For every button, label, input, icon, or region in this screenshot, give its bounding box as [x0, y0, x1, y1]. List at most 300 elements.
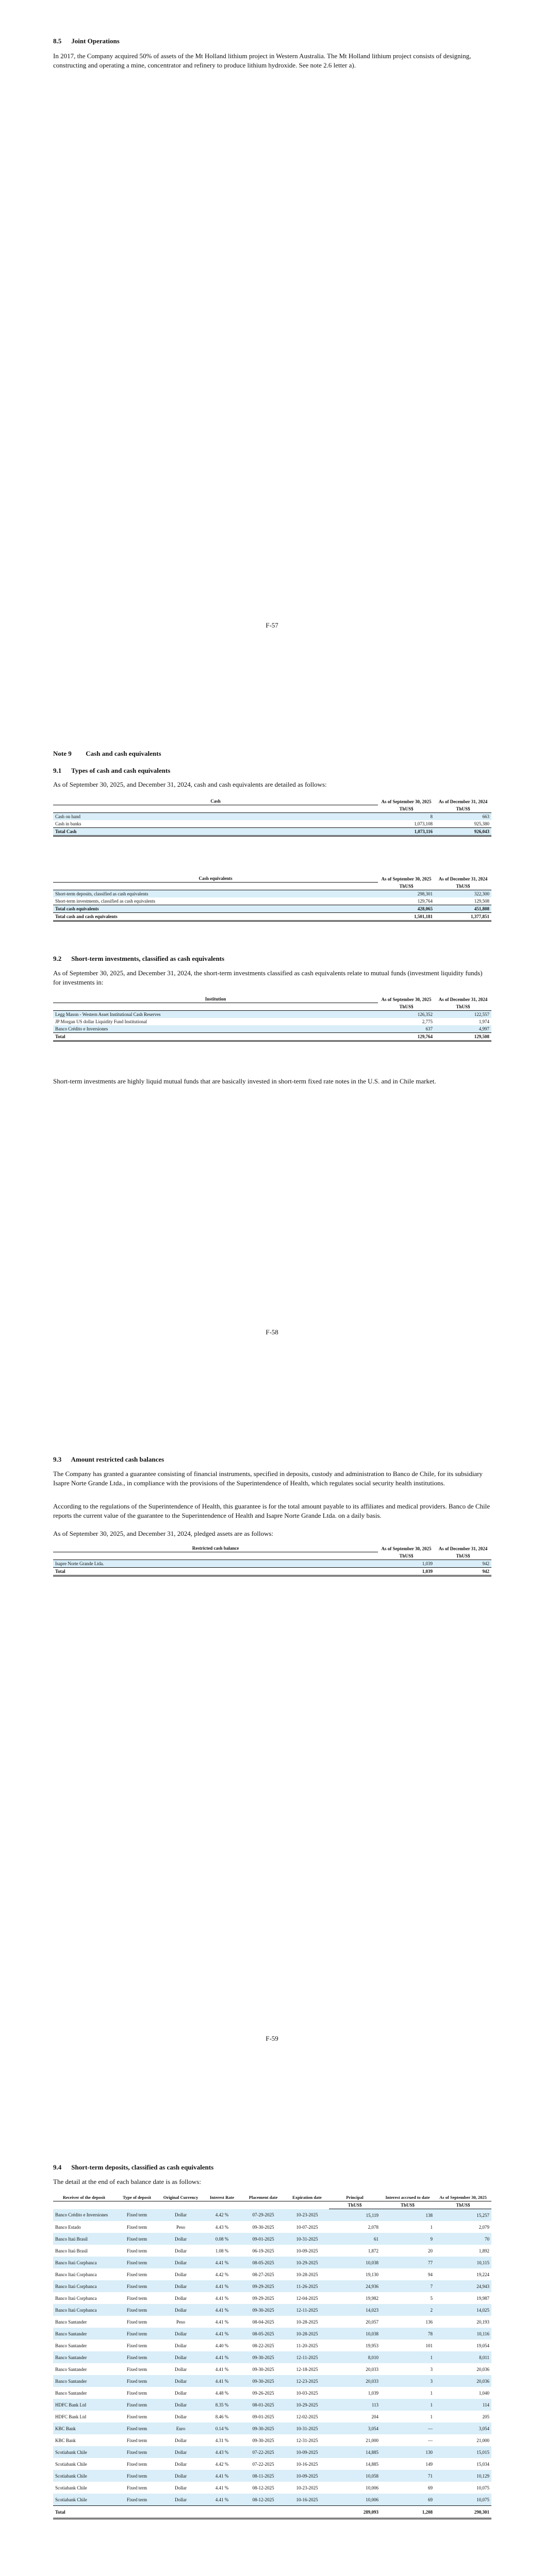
total-row	[53, 1032, 491, 1041]
cell: 0.14 %	[203, 2422, 241, 2434]
cell	[241, 2201, 285, 2209]
cell: 1	[430, 2414, 433, 2419]
cell: 1,073,108	[414, 821, 433, 826]
cell: 4.41 %	[215, 2295, 229, 2301]
cell: 10-29-2025	[285, 2257, 329, 2268]
row-label: Banco Estado	[55, 2224, 81, 2230]
cell: 290,301	[435, 2506, 491, 2519]
cell: 20,193	[476, 2319, 489, 2325]
cell: 1,377,851	[435, 912, 491, 921]
cell: 10-03-2025	[296, 2390, 318, 2396]
paragraph: The detail at the end of each balance date is as follows:	[53, 2178, 201, 2185]
cell: 10-16-2025	[296, 2461, 318, 2467]
cell: 4.41 %	[203, 2375, 241, 2387]
cell: Fixed term	[126, 2437, 147, 2443]
cell: 1,892	[479, 2248, 489, 2253]
cell: Dollar	[175, 2272, 187, 2277]
cell: 12-11-2025	[285, 2351, 329, 2363]
cell: Fixed term	[115, 2257, 159, 2268]
row-label: Banco Santander	[53, 2351, 115, 2363]
table-row	[53, 2304, 491, 2316]
row-label: Short-term deposits, classified as cash equivalents	[53, 890, 378, 897]
cell: 07-22-2025	[252, 2461, 274, 2467]
short-term-investments-table	[53, 995, 491, 1042]
cell: 09-30-2025	[252, 2437, 274, 2443]
cell: 8	[378, 812, 435, 820]
cell: 10,058	[329, 2470, 381, 2482]
cell: 1,501,181	[378, 912, 435, 921]
cell: 4.40 %	[215, 2343, 229, 2348]
row-label: Total cash equivalents	[53, 905, 378, 912]
cell: 19,224	[476, 2272, 489, 2277]
cell: 08-01-2025	[241, 2399, 285, 2411]
column-header: As of December 31, 2024	[438, 996, 488, 1002]
table-row	[53, 2257, 491, 2268]
cell: 20,033	[366, 2366, 378, 2372]
cell: 11-26-2025	[285, 2280, 329, 2292]
currency-label: ThUS$	[378, 883, 435, 890]
cell: 21,000	[476, 2437, 489, 2443]
section-title: Types of cash and cash equivalents	[71, 767, 171, 774]
cell: 09-01-2025	[241, 2233, 285, 2245]
table-row	[53, 2351, 491, 2363]
cell: 12-23-2025	[285, 2375, 329, 2387]
cell: Fixed term	[126, 2224, 147, 2230]
cell: 129,508	[435, 1032, 491, 1041]
cell: 4.41 %	[203, 2494, 241, 2506]
cell: 2,079	[479, 2224, 489, 2230]
cell: 10,129	[435, 2470, 491, 2482]
cell: 12-11-2025	[285, 2304, 329, 2316]
cell	[53, 2201, 115, 2209]
row-label: Banco Itaú Corpbanca	[53, 2257, 115, 2268]
cell: 10,038	[329, 2328, 381, 2340]
cell: Fixed term	[115, 2375, 159, 2387]
cell: 1,974	[479, 1019, 489, 1024]
row-label: Scotiabank Chile	[53, 2446, 115, 2458]
cell: 24,936	[329, 2280, 381, 2292]
note-heading	[53, 750, 161, 758]
row-label: Total	[53, 1567, 378, 1575]
row-label: HDFC Bank Ltd	[53, 2399, 115, 2411]
section-heading	[53, 1455, 164, 1464]
cell: 8,010	[329, 2351, 381, 2363]
row-label: Scotiabank Chile	[53, 2494, 115, 2506]
row-label: Banco Santander	[55, 2366, 87, 2372]
short-term-deposits-table	[53, 2194, 491, 2519]
cell: 9	[381, 2233, 435, 2245]
cell: Dollar	[175, 2437, 187, 2443]
cell: 3,054	[329, 2422, 381, 2434]
cell: 4.42 %	[203, 2209, 241, 2222]
cell: 19,953	[366, 2343, 378, 2348]
cell: 113	[329, 2399, 381, 2411]
cell	[285, 2506, 329, 2519]
cell: 136	[425, 2319, 433, 2325]
cell: 19,982	[366, 2295, 378, 2301]
cell: Dollar	[159, 2446, 203, 2458]
cell: 10-09-2025	[285, 2470, 329, 2482]
note-number: Note 9	[53, 750, 72, 757]
cell: 09-30-2025	[241, 2422, 285, 2434]
cell: 4.41 %	[203, 2351, 241, 2363]
paragraph: In 2017, the Company acquired 50% of assets of the Mt Holland lithium project in Western Australia. The Mt Holland lithium project consists of designing, constructing and operating a mine, concentrator and refinery to produce lithium hydroxide. See note 2.6 letter a).	[53, 52, 471, 69]
cell: 1	[430, 2224, 433, 2230]
cell: 4.41 %	[203, 2257, 241, 2268]
cell: 8.35 %	[203, 2399, 241, 2411]
cell: 3	[381, 2375, 435, 2387]
table-row	[53, 2446, 491, 2458]
table-row	[53, 890, 491, 897]
cell: 20,057	[366, 2319, 378, 2325]
cell: 09-26-2025	[252, 2390, 274, 2396]
cell: 637	[378, 1025, 435, 1033]
cell: Fixed term	[126, 2343, 147, 2348]
cell: Fixed term	[115, 2470, 159, 2482]
cell: 4.42 %	[215, 2272, 229, 2277]
paragraph: According to the regulations of the Superintendence of Health, this guarantee is for the total amount payable to its affiliates and medical providers. Banco de Chile reports the current value of the guarantee to the Superintendence of Health and Isapre Norte Grande Ltda. on a daily basis.	[53, 1502, 490, 1519]
currency-label: ThUS$	[435, 805, 491, 813]
column-header: As of December 31, 2024	[438, 799, 488, 804]
row-label: Total	[53, 2506, 115, 2519]
column-header: Principal	[329, 2194, 381, 2201]
column-header: Interest Rate	[203, 2194, 241, 2201]
cell: 3,054	[435, 2422, 491, 2434]
table-row	[53, 2422, 491, 2434]
currency-label: ThUS$	[378, 1003, 435, 1011]
cell: 20	[428, 2248, 433, 2253]
row-label: KBC Bank	[53, 2422, 115, 2434]
cell: 1,039	[368, 2390, 378, 2396]
cell: 15,034	[476, 2461, 489, 2467]
cell: 08-12-2025	[252, 2485, 274, 2490]
cell: 08-05-2025	[241, 2328, 285, 2340]
page-number: F-58	[266, 1328, 278, 1336]
cell: 925,380	[474, 821, 489, 826]
section-heading	[53, 955, 224, 963]
cell: 12-18-2025	[296, 2366, 318, 2372]
cell: 07-22-2025	[241, 2446, 285, 2458]
total-row	[53, 2506, 491, 2519]
cell: 1,073,116	[378, 827, 435, 836]
row-label: Banco Santander	[55, 2343, 87, 2348]
table-row	[53, 2221, 491, 2233]
cell: 70	[435, 2233, 491, 2245]
column-header: Original Currency	[159, 2194, 203, 2201]
table-row	[53, 2411, 491, 2422]
cell: Dollar	[159, 2375, 203, 2387]
cell: Fixed term	[115, 2494, 159, 2506]
cell: Peso	[176, 2224, 185, 2230]
row-label: Banco Itaú Brasil	[53, 2233, 115, 2245]
cell	[115, 2506, 159, 2519]
cell: 129,764	[417, 898, 433, 904]
cell	[159, 2506, 203, 2519]
cell: 10,075	[476, 2485, 489, 2490]
cell: 19,130	[366, 2272, 378, 2277]
cell: 15,257	[435, 2209, 491, 2222]
cell: 4.41 %	[215, 2485, 229, 2490]
cell: —	[428, 2437, 433, 2443]
cell: Dollar	[159, 2257, 203, 2268]
cell: 10,116	[435, 2328, 491, 2340]
cell: 10-09-2025	[285, 2446, 329, 2458]
table-row	[53, 2470, 491, 2482]
cell: 122,557	[435, 1010, 491, 1018]
cell: 4,997	[435, 1025, 491, 1033]
cell: 130	[381, 2446, 435, 2458]
column-header: Cash equivalents	[53, 875, 378, 883]
cell: 2,078	[368, 2224, 378, 2230]
row-label: Short-term investments, classified as cash equivalents	[55, 898, 155, 904]
cell: Euro	[159, 2422, 203, 2434]
cell: 11-20-2025	[296, 2343, 318, 2348]
currency-label: ThUS$	[435, 883, 491, 890]
table-row	[53, 2434, 491, 2446]
row-label: Banco Santander	[53, 2375, 115, 2387]
cell: 08-05-2025	[241, 2257, 285, 2268]
row-label: Banco Santander	[53, 2328, 115, 2340]
cell: 942	[435, 1567, 491, 1575]
cell: 204	[371, 2414, 378, 2419]
cell: 4.43 %	[215, 2224, 229, 2230]
row-label: Total cash and cash equivalents	[53, 912, 378, 921]
cell: 24,943	[435, 2280, 491, 2292]
cell: 4.41 %	[203, 2328, 241, 2340]
cash-equivalents-table	[53, 875, 491, 922]
restricted-cash-table	[53, 1545, 491, 1577]
cell: 07-29-2025	[241, 2209, 285, 2222]
column-header: Restricted cash balance	[53, 1545, 378, 1552]
section-heading	[53, 2163, 213, 2172]
cell: Dollar	[175, 2366, 187, 2372]
table-row	[53, 2268, 491, 2280]
cell: 149	[425, 2461, 433, 2467]
cell: 926,043	[435, 827, 491, 836]
cell: 2	[381, 2304, 435, 2316]
section-number: 9.1	[53, 767, 62, 774]
cell: 08-22-2025	[252, 2343, 274, 2348]
cell: 69	[428, 2485, 433, 2490]
cell: 10,115	[435, 2257, 491, 2268]
section-title: Short-term investments, classified as cash equivalents	[71, 955, 225, 962]
cell: 10-16-2025	[285, 2494, 329, 2506]
row-label: Total Cash	[53, 827, 378, 836]
cell: 4.31 %	[215, 2437, 229, 2443]
cell: Fixed term	[126, 2461, 147, 2467]
cell: 1	[430, 2390, 433, 2396]
cell: Fixed term	[115, 2351, 159, 2363]
row-label: Scotiabank Chile	[55, 2485, 87, 2490]
cell: 20,033	[329, 2375, 381, 2387]
row-label: KBC Bank	[55, 2437, 76, 2443]
column-header: Expiration date	[285, 2194, 329, 2201]
cell: 10,006	[366, 2485, 378, 2490]
cell: 101	[425, 2343, 433, 2348]
cell: 129,508	[474, 898, 489, 904]
cell: 15,119	[329, 2209, 381, 2222]
cell: 4.42 %	[215, 2461, 229, 2467]
cell: 94	[428, 2272, 433, 2277]
table-row	[53, 2340, 491, 2351]
paragraph: As of September 30, 2025, and December 31, 2024, the short-term investments classified as cash equivalents relate to mutual funds (investment liquidity funds) for investments in:	[53, 969, 483, 986]
row-label: Scotiabank Chile	[55, 2461, 87, 2467]
table-row	[53, 2494, 491, 2506]
cell: 205	[482, 2414, 489, 2419]
currency-label: ThUS$	[381, 2201, 435, 2209]
cell: Fixed term	[126, 2248, 147, 2253]
cell: 10-29-2025	[285, 2399, 329, 2411]
cell: 4.41 %	[203, 2304, 241, 2316]
cell: Dollar	[159, 2494, 203, 2506]
cell: Peso	[176, 2319, 185, 2325]
row-label: Isapre Norte Grande Ltda.	[53, 1560, 378, 1567]
cell: 10-09-2025	[296, 2248, 318, 2253]
column-header: Placement date	[241, 2194, 285, 2201]
row-label: Scotiabank Chile	[53, 2470, 115, 2482]
cell: 71	[381, 2470, 435, 2482]
cell: 61	[329, 2233, 381, 2245]
total-row	[53, 827, 491, 836]
cash-table	[53, 798, 491, 837]
table-row	[53, 1010, 491, 1018]
cell: 08-27-2025	[252, 2272, 274, 2277]
section-heading	[53, 767, 170, 775]
cell: Dollar	[175, 2248, 187, 2253]
cell: 10-28-2025	[296, 2319, 318, 2325]
cell: Dollar	[159, 2233, 203, 2245]
cell: 14,025	[435, 2304, 491, 2316]
section-number: 8.5	[53, 37, 62, 45]
cell: 0.08 %	[203, 2233, 241, 2245]
cell: Dollar	[175, 2390, 187, 2396]
cell: 10-31-2025	[285, 2422, 329, 2434]
cell: 09-30-2025	[241, 2375, 285, 2387]
cell: —	[381, 2422, 435, 2434]
cell: Dollar	[175, 2414, 187, 2419]
currency-label: ThUS$	[435, 1003, 491, 1011]
cell: 10,038	[329, 2257, 381, 2268]
cell: Dollar	[159, 2209, 203, 2222]
cell: 12-04-2025	[296, 2295, 318, 2301]
cell: Dollar	[159, 2304, 203, 2316]
table-row	[53, 1018, 491, 1025]
cell: 09-01-2025	[252, 2414, 274, 2419]
row-label: Banco Santander	[55, 2390, 87, 2396]
cell: 114	[435, 2399, 491, 2411]
cell: 298,301	[378, 890, 435, 897]
cell: 1,872	[368, 2248, 378, 2253]
cell: Fixed term	[126, 2414, 147, 2419]
column-header: As of September 30, 2025	[381, 1546, 432, 1551]
cell: 06-19-2025	[252, 2248, 274, 2253]
cell: 14,023	[329, 2304, 381, 2316]
section-title: Joint Operations	[71, 37, 120, 45]
cell: 1,039	[378, 1567, 435, 1575]
table-row	[53, 2399, 491, 2411]
cell: 10-23-2025	[296, 2485, 318, 2490]
column-header: As of September 30, 2025	[381, 876, 432, 882]
table-row	[53, 2292, 491, 2304]
cell: 10,006	[329, 2494, 381, 2506]
row-label: JP Morgan US dollar Liquidity Fund Institutional	[55, 1019, 147, 1024]
table-row	[53, 1560, 491, 1567]
paragraph: The Company has granted a guarantee consisting of financial instruments, specified in deposits, custody and administration to Banco de Chile, for its subsidiary Isapre Norte Grande Ltda., in compliance with the provisions of the Superintendence of Health, which regulates social security health institutions.	[53, 1470, 483, 1487]
note-title: Cash and cash equivalents	[86, 750, 161, 757]
row-label: HDFC Bank Ltd	[55, 2414, 87, 2419]
cell: 77	[381, 2257, 435, 2268]
section-number: 9.4	[53, 2163, 62, 2171]
cell: 19,054	[476, 2343, 489, 2348]
cell: Dollar	[159, 2328, 203, 2340]
cell: 10-28-2025	[285, 2328, 329, 2340]
table-row	[53, 2328, 491, 2340]
column-header: As of September 30, 2025	[381, 799, 432, 804]
cell: 289,093	[329, 2506, 381, 2519]
cell: 4.41 %	[215, 2366, 229, 2372]
cell: 7	[381, 2280, 435, 2292]
cell	[203, 2201, 241, 2209]
row-label: Total	[53, 1032, 378, 1041]
cell: 21,000	[366, 2437, 378, 2443]
cell: 8.46 %	[215, 2414, 229, 2419]
currency-label: ThUS$	[329, 2201, 381, 2209]
cell: 09-29-2025	[252, 2295, 274, 2301]
table-row	[53, 2375, 491, 2387]
cell: 19,987	[476, 2295, 489, 2301]
column-header: As of September 30, 2025	[381, 996, 432, 1002]
cell: 08-12-2025	[241, 2494, 285, 2506]
column-header: As of December 31, 2024	[438, 1546, 488, 1551]
cell	[285, 2201, 329, 2209]
subtotal-row	[53, 905, 491, 912]
paragraph: As of September 30, 2025, and December 31, 2024, pledged assets are as follows:	[53, 1530, 274, 1537]
total-row	[53, 1567, 491, 1575]
cell: 4.43 %	[203, 2446, 241, 2458]
cell: 4.41 %	[203, 2470, 241, 2482]
cell: 69	[381, 2494, 435, 2506]
row-label: Banco Itaú Corpbanca	[53, 2304, 115, 2316]
cell: Fixed term	[115, 2328, 159, 2340]
currency-label: ThUS$	[378, 805, 435, 813]
cell: 09-30-2025	[252, 2224, 274, 2230]
cell: 4.41 %	[203, 2280, 241, 2292]
cell: Fixed term	[115, 2399, 159, 2411]
cell: 08-11-2025	[241, 2470, 285, 2482]
cell: 1,208	[381, 2506, 435, 2519]
cell: 09-29-2025	[241, 2280, 285, 2292]
cell: Dollar	[159, 2280, 203, 2292]
cell: 15,015	[435, 2446, 491, 2458]
cell: 1	[381, 2351, 435, 2363]
paragraph: Short-term investments are highly liquid mutual funds that are basically invested in short-term fixed rate notes in the U.S. and in Chile market.	[53, 1077, 436, 1085]
section-title: Short-term deposits, classified as cash equivalents	[71, 2163, 214, 2171]
row-label: Legg Mason - Western Asset Institutional Cash Reserves	[53, 1010, 378, 1018]
table-row	[53, 2482, 491, 2494]
cell: 942	[435, 1560, 491, 1567]
cell: Dollar	[159, 2399, 203, 2411]
currency-label: ThUS$	[435, 1552, 491, 1560]
cell: 09-30-2025	[241, 2304, 285, 2316]
cell: 1	[381, 2399, 435, 2411]
section-heading	[53, 37, 120, 45]
cell: Fixed term	[126, 2272, 147, 2277]
cell: 08-04-2025	[252, 2319, 274, 2325]
cell	[159, 2201, 203, 2209]
row-label: Cash in banks	[55, 821, 81, 826]
cell: 428,065	[378, 905, 435, 912]
cell: 10-28-2025	[296, 2272, 318, 2277]
